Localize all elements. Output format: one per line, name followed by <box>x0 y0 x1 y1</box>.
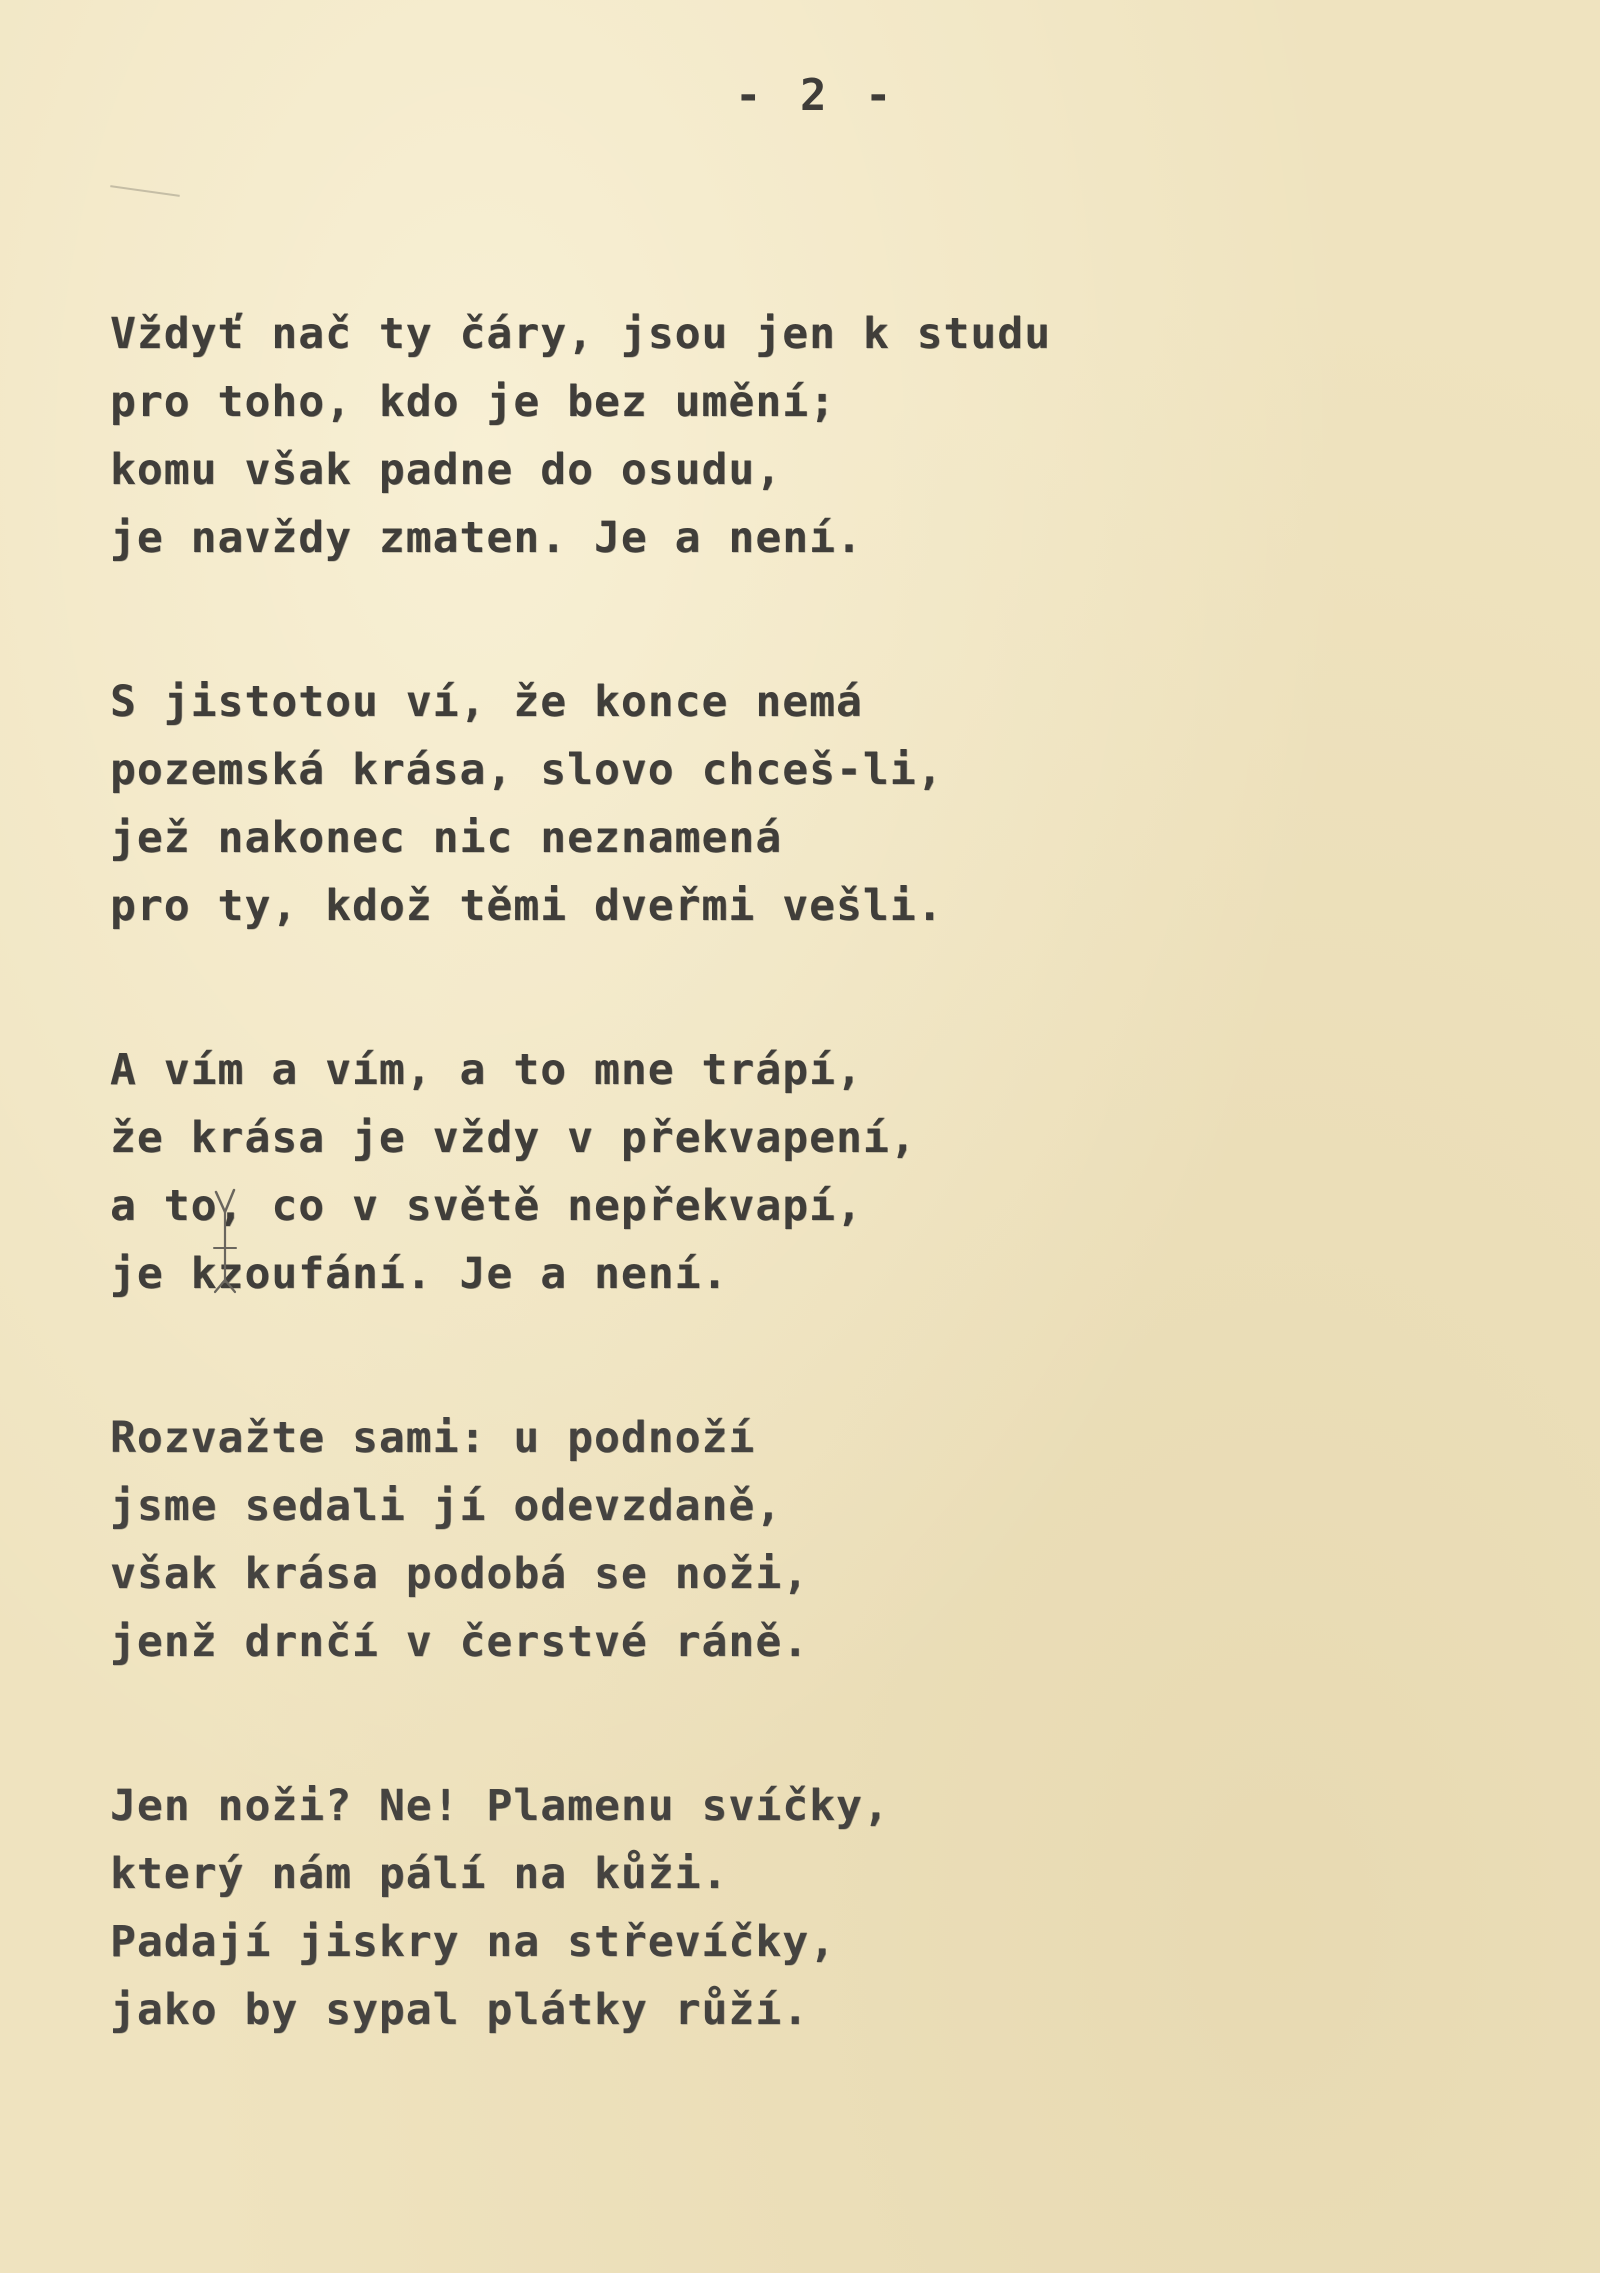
poem-line: jež nakonec nic neznamená <box>110 813 783 863</box>
poem-line: jsme sedali jí odevzdaně, <box>110 1481 783 1531</box>
stray-mark <box>110 185 180 197</box>
poem-line: Jen noži? Ne! Plamenu svíčky, <box>110 1781 890 1831</box>
poem-line: jako by sypal plátky růží. <box>110 1985 810 2035</box>
poem-line: Vždyť nač ty čáry, jsou jen k studu <box>110 309 1052 359</box>
poem-line: však krása podobá se noži, <box>110 1549 810 1599</box>
stanza <box>110 1404 1210 1676</box>
poem-line: je navždy zmaten. Je a není. <box>110 513 863 563</box>
stanza <box>110 300 1210 572</box>
poem <box>110 300 1210 2140</box>
poem-line: pozemská krása, slovo chceš-li, <box>110 745 944 795</box>
poem-line: Rozvažte sami: u podnoží <box>110 1413 756 1463</box>
stanza <box>110 1036 1210 1308</box>
handwritten-correction-icon <box>208 1182 242 1302</box>
poem-line: pro ty, kdož těmi dveřmi vešli. <box>110 881 944 931</box>
poem-line: a to, co v světě nepřekvapí, <box>110 1181 863 1231</box>
stanza <box>110 668 1210 940</box>
poem-line: že krása je vždy v překvapení, <box>110 1113 917 1163</box>
poem-line: který nám pálí na kůži. <box>110 1849 729 1899</box>
poem-line: pro toho, kdo je bez umění; <box>110 377 836 427</box>
poem-line: Padají jiskry na střevíčky, <box>110 1917 836 1967</box>
poem-line: jenž drnčí v čerstvé ráně. <box>110 1617 810 1667</box>
page-number: - 2 - <box>735 70 898 121</box>
poem-line: komu však padne do osudu, <box>110 445 783 495</box>
poem-line: je kzoufání. Je a není. <box>110 1249 729 1299</box>
poem-line: A vím a vím, a to mne trápí, <box>110 1045 863 1095</box>
poem-line: S jistotou ví, že konce nemá <box>110 677 863 727</box>
stanza <box>110 1772 1210 2044</box>
